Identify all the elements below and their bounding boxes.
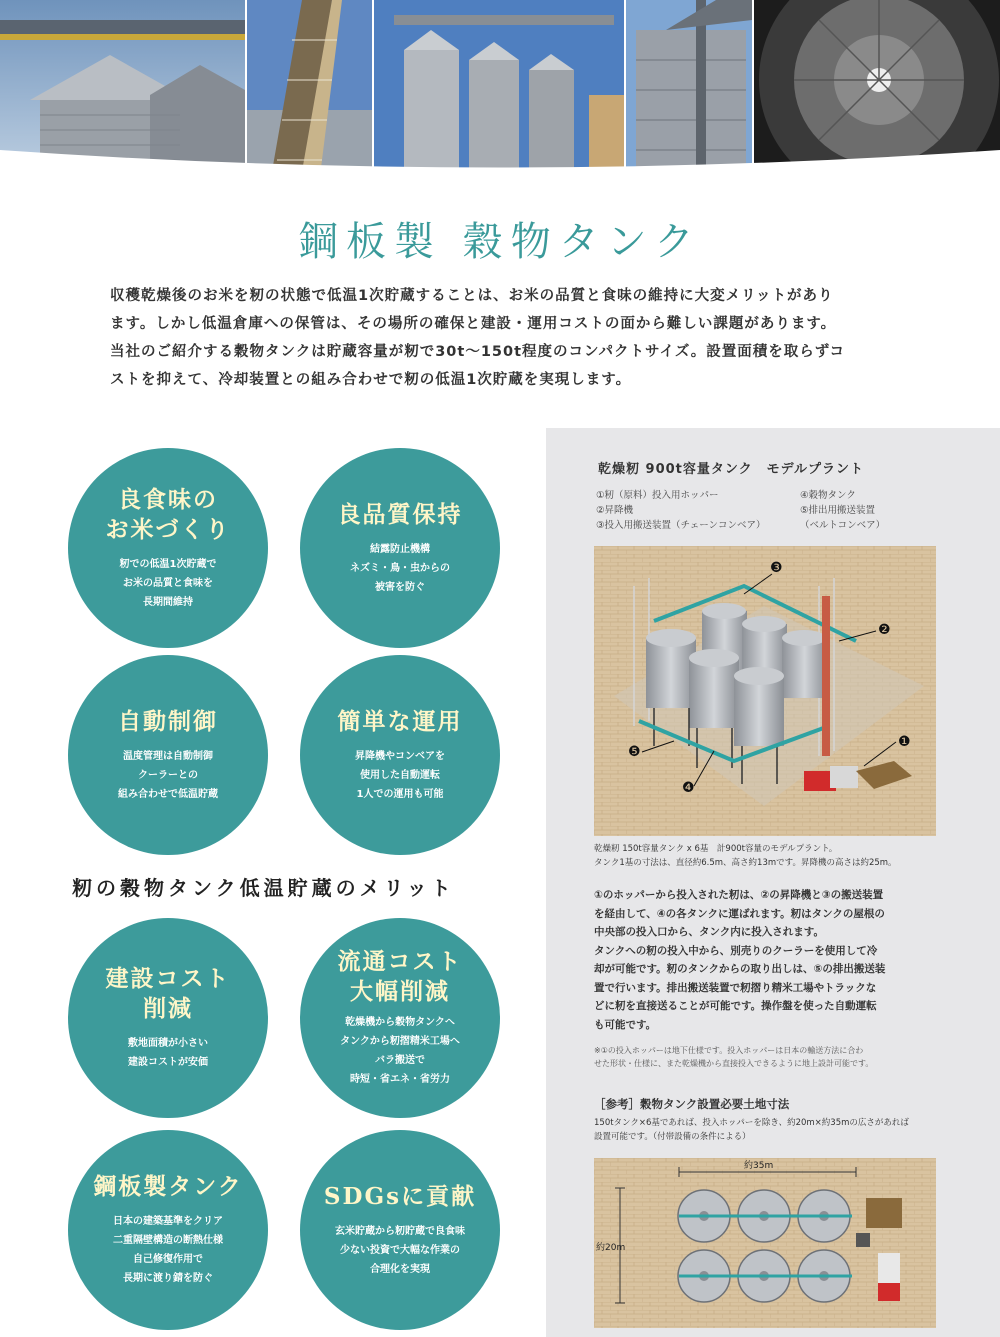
bucket-elevator-photo	[247, 0, 372, 200]
silo-cluster-photo	[374, 0, 624, 200]
plant-diagram	[594, 546, 936, 836]
circle-body	[335, 1222, 465, 1279]
circle-body-line: 自己修復作用で	[133, 1254, 203, 1265]
panel-title: 乾燥籾 900t容量タンク モデルプラント	[598, 462, 864, 477]
circle-title-line: 削減	[143, 995, 193, 1022]
silo-row-photo	[0, 0, 245, 200]
circle-body-line: 少ない投資で大幅な作業の	[340, 1244, 460, 1256]
caption-line: 乾燥籾 150t容量タンク x 6基 計900t容量のモデルプラント。	[594, 844, 838, 854]
reference-text	[594, 1116, 939, 1144]
layout-width-label: 約35m	[744, 1161, 774, 1171]
description-line: 却が可能です。籾のタンクからの取り出しは、⑤の排出搬送装	[594, 963, 886, 975]
note-line: ※①の投入ホッパーは地下仕様です。投入ホッパーは日本の輸送方法に合わ	[594, 1046, 864, 1055]
diagram-caption	[594, 842, 897, 870]
legend-left	[596, 488, 766, 533]
diagram-label: ❶	[898, 734, 911, 750]
circle-title-line: 自動制御	[118, 707, 218, 735]
circle-body-line: 長期間維持	[143, 596, 193, 608]
circle-title-line: 良食味の	[118, 485, 218, 513]
model-plant-panel	[546, 428, 1000, 1337]
reference-heading: ［参考］穀物タンク設置必要土地寸法	[594, 1097, 790, 1111]
circle-title-line: 建設コスト	[105, 965, 231, 992]
circle-body	[113, 1212, 223, 1288]
merit-circle-sdgs	[300, 1130, 500, 1330]
circle-title	[118, 707, 218, 737]
legend-right	[800, 488, 885, 533]
circle-body-line: 日本の建築基準をクリア	[113, 1216, 223, 1227]
note-line: せた形状・仕様に、また乾燥機から直接投入できるように地上設計可能です。	[594, 1059, 874, 1068]
description-line: どに籾を直接送ることが可能です。操作盤を使った自動運転	[594, 1000, 877, 1012]
circle-body-line: クーラーとの	[138, 769, 198, 781]
circle-body-line: 1人での運用も可能	[356, 788, 444, 800]
circle-body	[355, 747, 445, 804]
circle-title	[338, 947, 463, 1007]
merit-circle-taste	[68, 448, 268, 648]
circle-body	[350, 540, 450, 597]
merit-circle-steel-tank	[68, 1130, 268, 1330]
legend-item: ①籾（原料）投入用ホッパー	[596, 490, 719, 501]
page-title: 鋼板製 穀物タンク	[298, 219, 702, 265]
circle-title	[338, 500, 463, 530]
reference-line: 150tタンク×6基であれば、投入ホッパーを除き、約20m×約35mの広さがあれば	[594, 1118, 909, 1128]
circle-title	[106, 485, 231, 545]
circle-title-line: 良品質保持	[337, 500, 463, 528]
circle-body-line: 合理化を実現	[370, 1263, 430, 1275]
circle-body	[118, 747, 218, 804]
circle-body-line: 使用した自動運転	[360, 769, 440, 781]
circle-title-line: 大幅削減	[350, 978, 450, 1005]
circle-title-line: SDGsに貢献	[323, 1182, 477, 1210]
circle-body	[340, 1013, 460, 1089]
circle-title-line: お米づくり	[105, 515, 231, 543]
circle-body-line: ネズミ・鳥・虫からの	[350, 562, 450, 574]
circle-title	[93, 1172, 243, 1202]
diagram-label: ❹	[682, 780, 695, 796]
merit-circle-construction-cost	[68, 918, 268, 1118]
merit-heading: 籾の穀物タンク低温貯蔵のメリット	[72, 876, 455, 900]
description-line: 置で行います。排出搬送装置で籾摺り精米工場やトラックな	[594, 981, 877, 994]
intro-line: 当社のご紹介する穀物タンクは貯蔵容量が籾で30t～150t程度のコンパクトサイズ。設置面積を取らずコ	[110, 344, 846, 360]
intro-line: ます。しかし低温倉庫への保管は、その場所の確保と建設・運用コストの面から難しい課題があります。	[110, 316, 837, 332]
legend-item: ③投入用搬送装置（チェーンコンベア）	[596, 520, 766, 531]
circle-title	[324, 1182, 476, 1212]
silo-interior-photo	[754, 0, 1000, 200]
description-line: を経由して、④の各タンクに運ばれます。籾はタンクの屋根の	[594, 907, 885, 920]
intro-text	[110, 282, 900, 394]
circle-body-line: お米の品質と食味を	[123, 577, 213, 589]
legend-item: ④穀物タンク	[800, 490, 856, 501]
circle-body-line: 温度管理は自動制御	[123, 750, 213, 762]
circle-body-line: 被害を防ぐ	[375, 581, 425, 593]
caption-line: タンク1基の寸法は、直径約6.5m、高さ約13mです。昇降機の高さは約25m。	[594, 858, 897, 868]
reference-line: 設置可能です。（付帯設備の条件による）	[594, 1132, 751, 1142]
circle-body-line: 昇降機やコンベアを	[355, 750, 445, 762]
circle-body-line: 長期に渡り錆を防ぐ	[123, 1273, 213, 1284]
circle-body-line: 敷地面積が小さい	[128, 1038, 208, 1049]
circle-body	[120, 555, 217, 612]
circle-body-line: タンクから籾摺精米工場へ	[340, 1036, 460, 1047]
intro-line: ストを抑えて、冷却装置との組み合わせで籾の低温1次貯蔵を実現します。	[110, 372, 632, 388]
legend-item: （ベルトコンベア）	[800, 520, 886, 531]
layout-height-label: 約20m	[596, 1243, 626, 1253]
merit-circle-easy-operation	[300, 655, 500, 855]
circle-title	[338, 707, 463, 737]
circle-body-line: 二重隔壁構造の断熱仕様	[113, 1235, 223, 1246]
circle-title-line: 簡単な運用	[337, 707, 463, 735]
diagram-label: ❸	[770, 560, 783, 576]
site-layout-diagram	[594, 1158, 936, 1328]
diagram-label: ❺	[628, 744, 641, 760]
circle-body-line: 建設コストが安価	[128, 1057, 208, 1068]
diagram-label: ❷	[878, 622, 891, 638]
circle-body-line: 玄米貯蔵から籾貯蔵で良食味	[335, 1225, 465, 1237]
merit-circle-distribution-cost	[300, 918, 500, 1118]
circle-body-line: バラ搬送で	[375, 1055, 425, 1066]
silo-ladder-photo	[626, 0, 752, 200]
circle-body-line: 乾燥機から穀物タンクへ	[345, 1017, 455, 1028]
description-line: も可能です。	[594, 1018, 657, 1031]
circle-title-line: 鋼板製タンク	[93, 1173, 243, 1200]
photo-strip	[0, 0, 1000, 200]
description-line: 中央部の投入口から、タンク内に投入されます。	[594, 926, 824, 938]
legend-item: ⑤排出用搬送装置	[800, 505, 876, 516]
circle-title-line: 流通コスト	[337, 948, 463, 975]
process-description	[594, 886, 936, 1034]
circle-body-line: 籾での低温1次貯蔵で	[119, 558, 217, 570]
description-line: タンクへの籾の投入中から、別売りのクーラーを使用して冷	[594, 944, 878, 957]
circle-body-line: 結露防止機構	[370, 543, 430, 555]
circle-body-line: 時短・省エネ・省労力	[350, 1074, 450, 1085]
hopper-note	[594, 1044, 939, 1070]
intro-line: 収穫乾燥後のお米を籾の状態で低温1次貯蔵することは、お米の品質と食味の維持に大変メリットがあり	[110, 288, 834, 304]
legend-item: ②昇降機	[596, 505, 634, 516]
description-line: ①のホッパーから投入された籾は、②の昇降機と③の搬送装置	[594, 889, 884, 901]
merit-circle-quality	[300, 448, 500, 648]
merit-circle-auto-control	[68, 655, 268, 855]
circle-body-line: 組み合わせで低温貯蔵	[118, 788, 218, 800]
circle-body	[128, 1034, 208, 1072]
circle-title	[106, 964, 231, 1024]
